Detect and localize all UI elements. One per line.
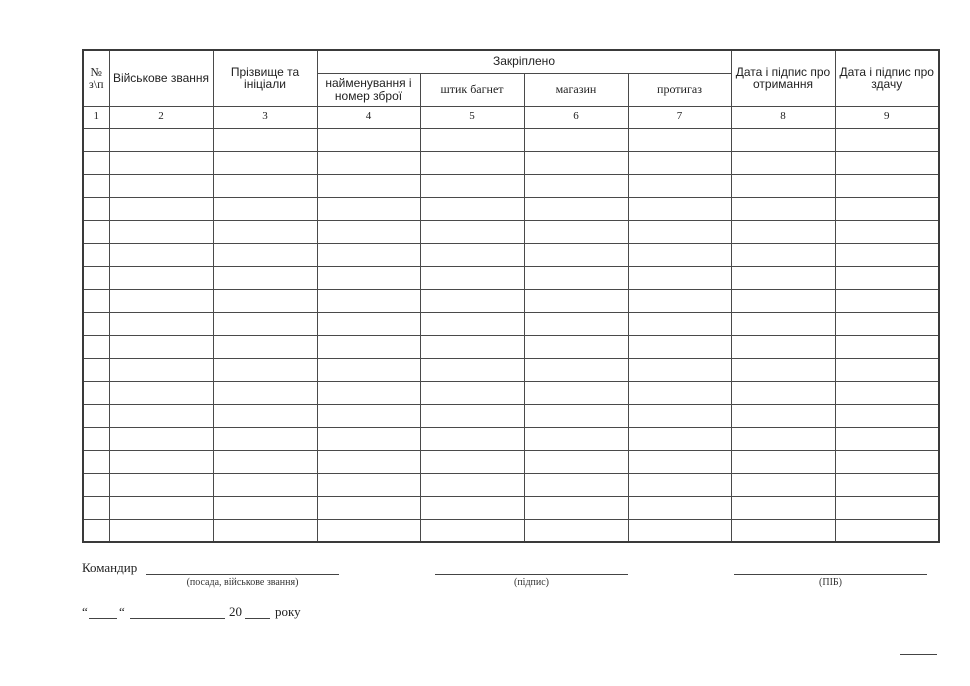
table-row	[83, 174, 939, 197]
table-cell[interactable]	[524, 473, 628, 496]
table-cell[interactable]	[420, 174, 524, 197]
table-cell[interactable]	[317, 404, 420, 427]
table-cell[interactable]	[628, 220, 731, 243]
table-cell[interactable]	[628, 404, 731, 427]
table-cell[interactable]	[524, 519, 628, 542]
table-cell[interactable]	[317, 197, 420, 220]
table-cell[interactable]	[731, 473, 835, 496]
table-cell[interactable]	[731, 243, 835, 266]
column-number: 5	[420, 106, 524, 128]
table-cell[interactable]	[524, 220, 628, 243]
table-row	[83, 128, 939, 151]
header-surname-initials: Прізвище та ініціали	[213, 50, 317, 106]
table-cell[interactable]	[83, 358, 109, 381]
table-cell[interactable]	[213, 289, 317, 312]
table-cell[interactable]	[213, 197, 317, 220]
table-cell[interactable]	[420, 427, 524, 450]
table-cell[interactable]	[213, 381, 317, 404]
table-cell[interactable]	[628, 151, 731, 174]
table-cell[interactable]	[628, 427, 731, 450]
table-cell[interactable]	[213, 358, 317, 381]
table-row	[83, 473, 939, 496]
table-cell[interactable]	[109, 427, 213, 450]
table-cell[interactable]	[83, 404, 109, 427]
full-name-field[interactable]	[734, 574, 927, 575]
table-row	[83, 496, 939, 519]
table-cell[interactable]	[83, 335, 109, 358]
column-number-row	[83, 106, 939, 128]
table-cell[interactable]	[83, 128, 109, 151]
table-cell[interactable]	[420, 404, 524, 427]
signature-caption: (підпис)	[513, 577, 550, 588]
table-cell[interactable]	[835, 197, 939, 220]
table-cell[interactable]	[109, 174, 213, 197]
table-cell[interactable]	[213, 404, 317, 427]
header-magazine: магазин	[524, 73, 628, 106]
table-cell[interactable]	[213, 174, 317, 197]
table-cell[interactable]	[317, 151, 420, 174]
column-number: 9	[835, 106, 939, 128]
table-cell[interactable]	[83, 174, 109, 197]
table-cell[interactable]	[731, 381, 835, 404]
year-prefix: 20	[229, 604, 242, 619]
year-suffix: року	[275, 604, 301, 619]
table-cell[interactable]	[83, 220, 109, 243]
table-cell[interactable]	[317, 381, 420, 404]
table-cell[interactable]	[628, 358, 731, 381]
table-cell[interactable]	[109, 151, 213, 174]
table-cell[interactable]	[109, 266, 213, 289]
table-cell[interactable]	[420, 197, 524, 220]
table-cell[interactable]	[420, 519, 524, 542]
table-body	[83, 128, 939, 542]
table-row	[83, 151, 939, 174]
table-cell[interactable]	[83, 450, 109, 473]
table-cell[interactable]	[420, 473, 524, 496]
table-cell[interactable]	[835, 174, 939, 197]
table-cell[interactable]	[420, 496, 524, 519]
table-cell[interactable]	[420, 358, 524, 381]
table-cell[interactable]	[317, 289, 420, 312]
table-cell[interactable]	[317, 519, 420, 542]
table-cell[interactable]	[731, 427, 835, 450]
date-close-quote: “	[119, 604, 125, 619]
table-cell[interactable]	[109, 243, 213, 266]
table-cell[interactable]	[628, 519, 731, 542]
table-cell[interactable]	[835, 404, 939, 427]
table-cell[interactable]	[731, 519, 835, 542]
table-row	[83, 427, 939, 450]
header-military-rank: Військове звання	[109, 50, 213, 106]
column-number: 7	[628, 106, 731, 128]
table-cell[interactable]	[835, 289, 939, 312]
table-cell[interactable]	[109, 381, 213, 404]
table-cell[interactable]	[420, 335, 524, 358]
table-cell[interactable]	[835, 312, 939, 335]
table-cell[interactable]	[317, 473, 420, 496]
month-field[interactable]	[130, 618, 225, 619]
table-cell[interactable]	[109, 358, 213, 381]
table-cell[interactable]	[628, 289, 731, 312]
column-number: 1	[83, 106, 109, 128]
table-cell[interactable]	[524, 335, 628, 358]
column-number: 2	[109, 106, 213, 128]
table-cell[interactable]	[109, 496, 213, 519]
year-field[interactable]	[245, 618, 270, 619]
table-cell[interactable]	[109, 404, 213, 427]
header-date-returned: Дата і підпис про здачу	[835, 50, 939, 106]
table-cell[interactable]	[524, 174, 628, 197]
table-row	[83, 450, 939, 473]
table-cell[interactable]	[731, 174, 835, 197]
table-cell[interactable]	[317, 266, 420, 289]
table-cell[interactable]	[524, 381, 628, 404]
table-cell[interactable]	[628, 381, 731, 404]
table-cell[interactable]	[524, 266, 628, 289]
table-cell[interactable]	[83, 266, 109, 289]
table-cell[interactable]	[420, 312, 524, 335]
table-cell[interactable]	[524, 496, 628, 519]
table-cell[interactable]	[524, 404, 628, 427]
table-cell[interactable]	[731, 358, 835, 381]
table-cell[interactable]	[835, 473, 939, 496]
table-cell[interactable]	[731, 289, 835, 312]
table-cell[interactable]	[109, 220, 213, 243]
table-cell[interactable]	[213, 266, 317, 289]
table-cell[interactable]	[835, 220, 939, 243]
table-cell[interactable]	[83, 519, 109, 542]
table-row	[83, 519, 939, 542]
table-cell[interactable]	[109, 312, 213, 335]
table-cell[interactable]	[83, 243, 109, 266]
table-cell[interactable]	[835, 427, 939, 450]
table-cell[interactable]	[524, 312, 628, 335]
table-cell[interactable]	[317, 174, 420, 197]
table-cell[interactable]	[317, 128, 420, 151]
full-name-caption: (ПІБ)	[819, 577, 842, 588]
table-row	[83, 404, 939, 427]
table-cell[interactable]	[420, 243, 524, 266]
table-cell[interactable]	[731, 496, 835, 519]
table-cell[interactable]	[109, 519, 213, 542]
table-cell[interactable]	[213, 220, 317, 243]
date-open-quote: “	[82, 604, 88, 619]
table-cell[interactable]	[835, 266, 939, 289]
table-cell[interactable]	[731, 128, 835, 151]
table-cell[interactable]	[731, 197, 835, 220]
table-cell[interactable]	[420, 450, 524, 473]
table-cell[interactable]	[213, 473, 317, 496]
table-cell[interactable]	[109, 197, 213, 220]
table-cell[interactable]	[213, 519, 317, 542]
table-cell[interactable]	[835, 243, 939, 266]
signature-field[interactable]	[435, 574, 628, 575]
table-cell[interactable]	[213, 151, 317, 174]
table-cell[interactable]	[109, 128, 213, 151]
table-cell[interactable]	[83, 496, 109, 519]
table-cell[interactable]	[628, 197, 731, 220]
header-weapon-name-number: найменування і номер зброї	[317, 73, 420, 106]
table-row	[83, 243, 939, 266]
table-cell[interactable]	[835, 519, 939, 542]
table-cell[interactable]	[109, 450, 213, 473]
table-cell[interactable]	[731, 404, 835, 427]
position-rank-caption: (посада, військове звання)	[186, 577, 299, 588]
header-assigned: Закріплено	[317, 50, 731, 73]
header-date-received: Дата і підпис про отримання	[731, 50, 835, 106]
table-cell[interactable]	[317, 496, 420, 519]
table-cell[interactable]	[835, 151, 939, 174]
position-rank-field[interactable]	[146, 574, 339, 575]
table-cell[interactable]	[317, 312, 420, 335]
table-cell[interactable]	[213, 427, 317, 450]
table-cell[interactable]	[420, 220, 524, 243]
table-cell[interactable]	[628, 243, 731, 266]
table-cell[interactable]	[731, 335, 835, 358]
column-number: 4	[317, 106, 420, 128]
table-row	[83, 358, 939, 381]
table-cell[interactable]	[317, 220, 420, 243]
table-cell[interactable]	[835, 335, 939, 358]
table-cell[interactable]	[420, 151, 524, 174]
table-cell[interactable]	[835, 128, 939, 151]
header-bayonet: штик багнет	[420, 73, 524, 106]
header-row-number: № з\п	[83, 50, 109, 106]
table-cell[interactable]	[213, 243, 317, 266]
header-gas-mask: протигаз	[628, 73, 731, 106]
table-cell[interactable]	[731, 266, 835, 289]
table-cell[interactable]	[317, 358, 420, 381]
column-number: 6	[524, 106, 628, 128]
table-cell[interactable]	[83, 151, 109, 174]
table-cell[interactable]	[628, 128, 731, 151]
table-cell[interactable]	[628, 496, 731, 519]
table-cell[interactable]	[524, 450, 628, 473]
table-cell[interactable]	[213, 450, 317, 473]
column-number: 8	[731, 106, 835, 128]
table-cell[interactable]	[524, 151, 628, 174]
table-cell[interactable]	[731, 312, 835, 335]
table-row	[83, 266, 939, 289]
table-cell[interactable]	[628, 266, 731, 289]
table-cell[interactable]	[420, 381, 524, 404]
table-cell[interactable]	[731, 450, 835, 473]
table-cell[interactable]	[213, 312, 317, 335]
weapons-assignment-table	[82, 49, 940, 543]
table-row	[83, 381, 939, 404]
table-cell[interactable]	[628, 174, 731, 197]
table-cell[interactable]	[83, 289, 109, 312]
table-cell[interactable]	[83, 473, 109, 496]
table-cell[interactable]	[83, 381, 109, 404]
table-cell[interactable]	[524, 289, 628, 312]
table-cell[interactable]	[835, 381, 939, 404]
table-row	[83, 220, 939, 243]
table-cell[interactable]	[628, 312, 731, 335]
table-cell[interactable]	[213, 128, 317, 151]
table-cell[interactable]	[317, 450, 420, 473]
table-cell[interactable]	[83, 312, 109, 335]
table-cell[interactable]	[317, 335, 420, 358]
table-cell[interactable]	[524, 197, 628, 220]
table-cell[interactable]	[731, 220, 835, 243]
table-cell[interactable]	[109, 473, 213, 496]
commander-label: Командир	[82, 560, 138, 575]
table-cell[interactable]	[83, 197, 109, 220]
table-cell[interactable]	[213, 496, 317, 519]
column-number: 3	[213, 106, 317, 128]
table-cell[interactable]	[628, 473, 731, 496]
table-cell[interactable]	[524, 358, 628, 381]
table-cell[interactable]	[420, 289, 524, 312]
table-cell[interactable]	[420, 266, 524, 289]
day-field[interactable]	[89, 618, 117, 619]
table-cell[interactable]	[628, 450, 731, 473]
table-cell[interactable]	[317, 427, 420, 450]
table-cell[interactable]	[628, 335, 731, 358]
table-row	[83, 335, 939, 358]
table-cell[interactable]	[83, 427, 109, 450]
page-corner-line	[900, 654, 937, 655]
table-cell[interactable]	[524, 427, 628, 450]
table-cell[interactable]	[213, 335, 317, 358]
table-cell[interactable]	[835, 358, 939, 381]
table-cell[interactable]	[317, 243, 420, 266]
table-cell[interactable]	[109, 335, 213, 358]
table-row	[83, 197, 939, 220]
table-cell[interactable]	[835, 450, 939, 473]
table-row	[83, 312, 939, 335]
table-cell[interactable]	[524, 128, 628, 151]
table-cell[interactable]	[420, 128, 524, 151]
table-cell[interactable]	[109, 289, 213, 312]
table-cell[interactable]	[835, 496, 939, 519]
table-cell[interactable]	[731, 151, 835, 174]
table-row	[83, 289, 939, 312]
table-cell[interactable]	[524, 243, 628, 266]
